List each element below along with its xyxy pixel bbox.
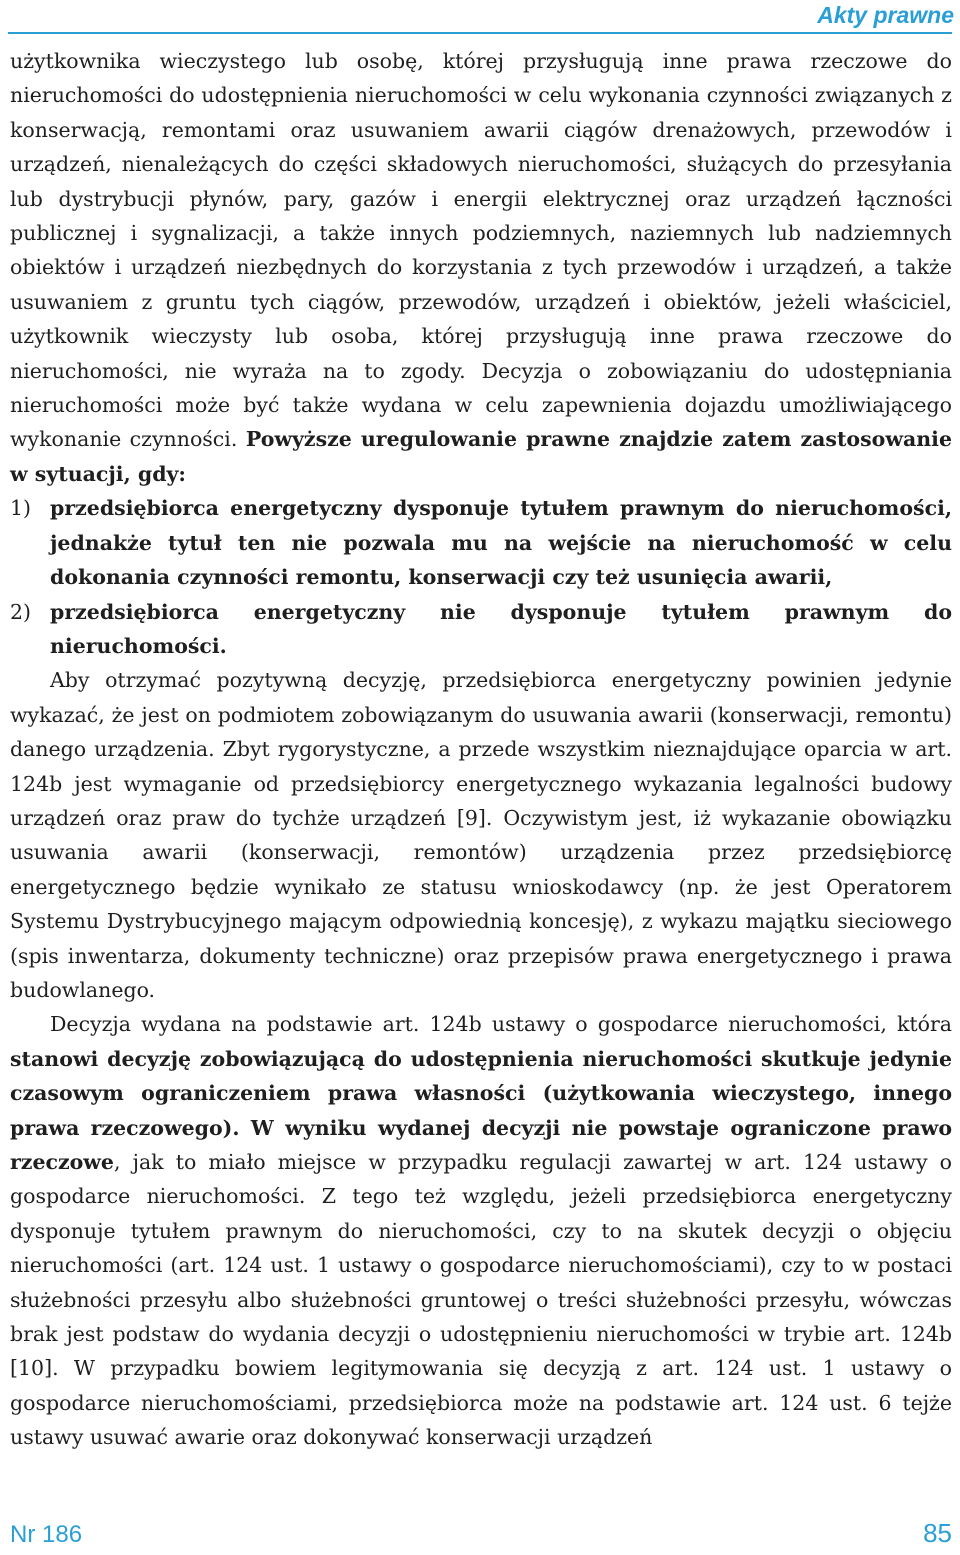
paragraph-1-text: użytkownika wieczystego lub osobę, której przysługują inne prawa rzeczowe do nieruchomości do udostępnienia nieruchomości w celu wykonania czynności związanych z konserwacją, remontami oraz usuwaniem awarii ciągów drenażowych, przewodów i urządzeń, nienależących do części składowych nieruchomości, służących do przesyłania lub dystrybucji płynów, pary, gazów i energii elektrycznej oraz urządzeń łączności publicznej i sygnalizacji, a także innych podziemnych, naziemnych lub nadziemnych obiektów i urządzeń niezbędnych do korzystania z tych przewodów i urządzeń, a także usuwaniem z gruntu tych ciągów, przewodów, urządzeń i obiektów, jeżeli właściciel, użytkownik wieczysty lub osoba, której przysługują inne prawa rzeczowe do nieruchomości, nie wyraża na to zgody. Decyzja o zobowiązaniu do udostępniania nieruchomości może być także wydana w celu zapewnienia dojazdu umożliwiającego wykonanie czynności.: [10, 49, 952, 452]
article-body: [10, 44, 952, 1455]
header-rule: [8, 32, 952, 34]
paragraph-1-bold: Powyższe uregulowanie prawne znajdzie zatem zastosowanie w sytuacji, gdy:: [10, 427, 952, 486]
list-item-text: przedsiębiorca energetyczny dysponuje tytułem prawnym do nieruchomości, jednakże tytuł ten nie pozwala mu na wejście na nieruchomość w celu dokonania czynności remontu, konserwacji czy też usunięcia awarii,: [50, 496, 952, 590]
paragraph-3-text-b: , jak to miało miejsce w przypadku regulacji zawartej w art. 124 ustawy o gospodarce nieruchomości. Z tego też względu, jeżeli przedsiębiorca energetyczny dysponuje tytułem prawnym do nieruchomości, czy to na skutek decyzji o objęciu nieruchomości (art. 124 ust. 1 ustawy o gospodarce nieruchomościami), czy to w postaci służebności przesyłu albo służebności gruntowej o treści służebności przesyłu, wówczas brak jest podstaw do wydania decyzji o udostępnieniu nieruchomości w trybie art. 124b [10]. W przypadku bowiem legitymowania się decyzją z art. 124 ust. 1 ustawy o gospodarce nieruchomościami, przedsiębiorca może na podstawie art. 124 ust. 6 tejże ustawy usuwać awarie oraz dokonywać konserwacji urządzeń: [10, 1150, 952, 1450]
paragraph-3: [10, 1007, 952, 1454]
list-item: [10, 491, 952, 594]
list-item-number: 2): [10, 599, 32, 624]
paragraph-3-text-a: Decyzja wydana na podstawie art. 124b ustawy o gospodarce nieruchomości, która: [50, 1012, 952, 1037]
paragraph-1: [10, 44, 952, 491]
list-item-number: 1): [10, 496, 32, 521]
list-item-text: przedsiębiorca energetyczny nie dysponuje tytułem prawnym do nieruchomości.: [50, 599, 952, 658]
paragraph-2: Aby otrzymać pozytywną decyzję, przedsiębiorca energetyczny powinien jedynie wykazać, że jest on podmiotem zobowiązanym do usuwania awarii (konserwacji, remontu) danego urządzenia. Zbyt rygorystyczne, a przede wszystkim nieznajdujące oparcia w art. 124b jest wymaganie od przedsiębiorcy energetycznego wykazania legalności budowy urządzeń oraz praw do tychże urządzeń [9]. Oczywistym jest, iż wykazanie obowiązku usuwania awarii (konserwacji, remontów) urządzenia przez przedsiębiorcę energetycznego będzie wynikało ze statusu wnioskodawcy (np. że jest Operatorem Systemu Dystrybucyjnego mającym odpowiednią koncesję), z wykazu majątku sieciowego (spis inwentarza, dokumenty techniczne) oraz przepisów prawa energetycznego i prawa budowlanego.: [10, 668, 952, 1002]
page-number: 85: [923, 1518, 952, 1548]
section-label: Akty prawne: [817, 2, 954, 28]
paragraph-3-bold: stanowi decyzję zobowiązującą do udostępnienia nieruchomości skutkuje jedynie czasowym ograniczeniem prawa własności (użytkowania wieczystego, innego prawa rzeczowego). W wyniku wydanej decyzji nie powstaje ograniczone prawo rzeczowe: [10, 1046, 952, 1174]
issue-number: Nr 186: [10, 1521, 83, 1548]
list-item: [10, 595, 952, 664]
conditions-list: [10, 491, 952, 663]
